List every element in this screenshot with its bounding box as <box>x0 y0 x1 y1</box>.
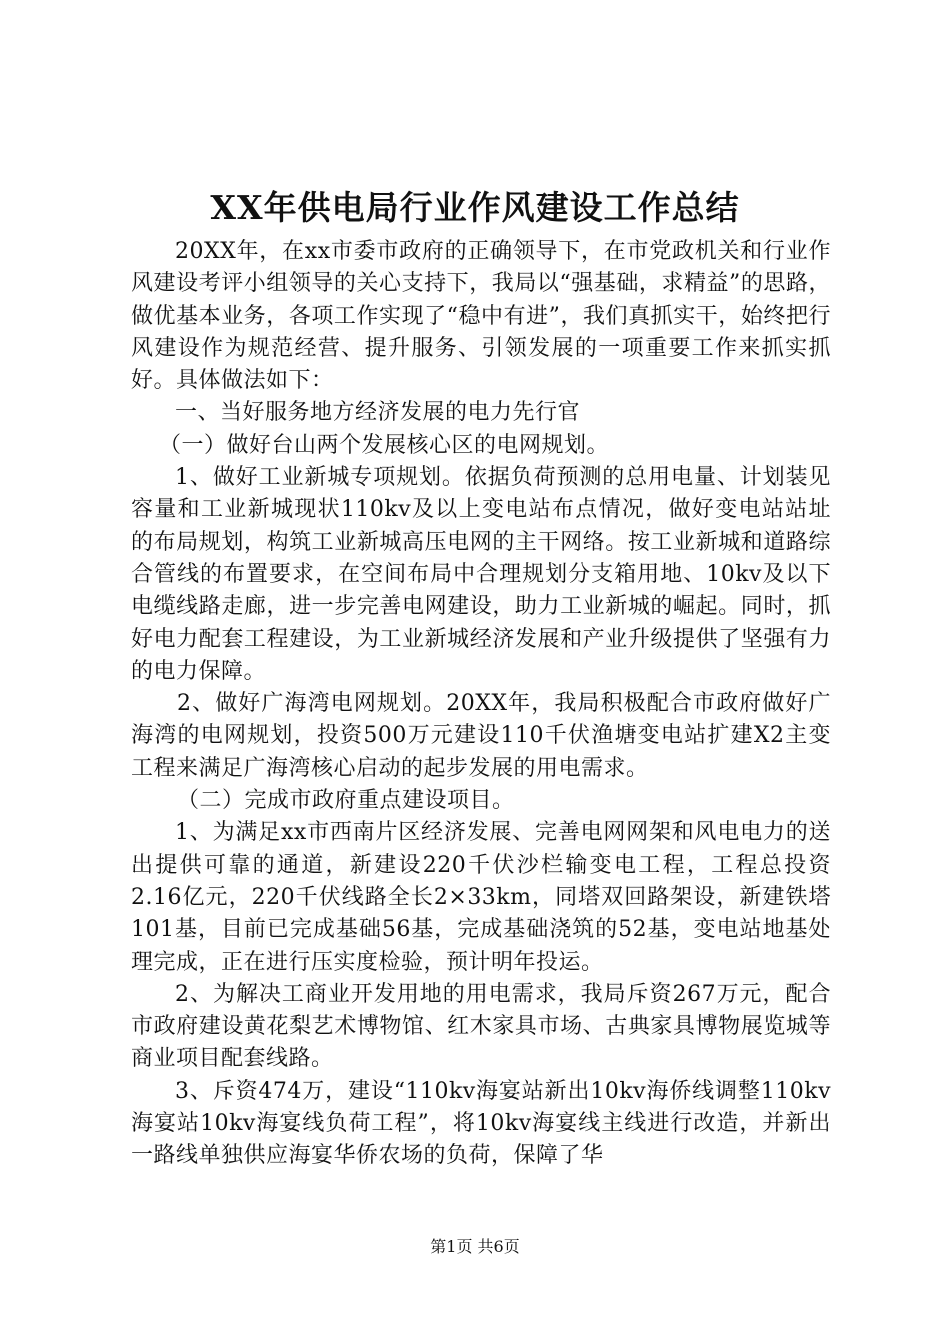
paragraph-guanghai-bay: 2、做好广海湾电网规划。20XX年，我局积极配合市政府做好广海湾的电网规划，投资500万元建设110千伏渔塘变电站扩建X2主变工程来满足广海湾核心启动的起步发展的用电需求。 <box>131 691 831 781</box>
document-title: XX年供电局行业作风建设工作总结 <box>210 188 740 227</box>
paragraph-industrial-city: 1、做好工业新城专项规划。依据负荷预测的总用电量、计划装见容量和工业新城现状110kv及以上变电站布点情况，做好变电站站址的布局规划，构筑工业新城高压电网的主干网络。按工业新城和道路综合管线的布置要求，在空间布局中合理规划分支箱用地、10kv及以下电缆线路走廊，进一步完善电网建设，助力工业新城的崛起。同时，抓好电力配套工程建设，为工业新城经济发展和产业升级提供了坚强有力的电力保障。 <box>131 465 831 684</box>
section-heading-1: 一、当好服务地方经济发展的电力先行官 <box>175 400 581 426</box>
subsection-heading-2: （二）完成市政府重点建设项目。 <box>177 788 515 814</box>
paragraph-shalan-project: 1、为满足xx市西南片区经济发展、完善电网网架和风电电力的送出提供可靠的通道，新建设220千伏沙栏输变电工程，工程总投资2.16亿元，220千伏线路全长2×33km，同塔双回路架设，新建铁塔101基，目前已完成基础56基，完成基础浇筑的52基，变电站地基处理完成，正在进行压实度检验，预计明年投运。 <box>131 820 831 975</box>
paragraph-commercial-lines: 2、为解决工商业开发用地的用电需求，我局斥资267万元，配合市政府建设黄花梨艺术博物馆、红木家具市场、古典家具博物展览城等商业项目配套线路。 <box>131 981 831 1072</box>
paragraph-intro: 20XX年，在xx市委市政府的正确领导下，在市党政机关和行业作风建设考评小组领导的关心支持下，我局以“强基础，求精益”的思路，做优基本业务，各项工作实现了“稳中有进”，我们真抓实干，始终把行风建设作为规范经营、提升服务、引领发展的一项重要工作来抓实抓好。具体做法如下： <box>131 239 831 394</box>
paragraph-haiyan-project: 3、斥资474万，建设“110kv海宴站新出10kv海侨线调整110kv海宴站10kv海宴线负荷工程”，将10kv海宴线主线进行改造，并新出一路线单独供应海宴华侨农场的负荷，保障了华 <box>131 1078 831 1169</box>
subsection-heading-1: （一）做好台山两个发展核心区的电网规划。 <box>159 432 610 458</box>
document-body <box>131 236 831 1173</box>
page-footer: 第1页 共6页 <box>430 1237 520 1256</box>
